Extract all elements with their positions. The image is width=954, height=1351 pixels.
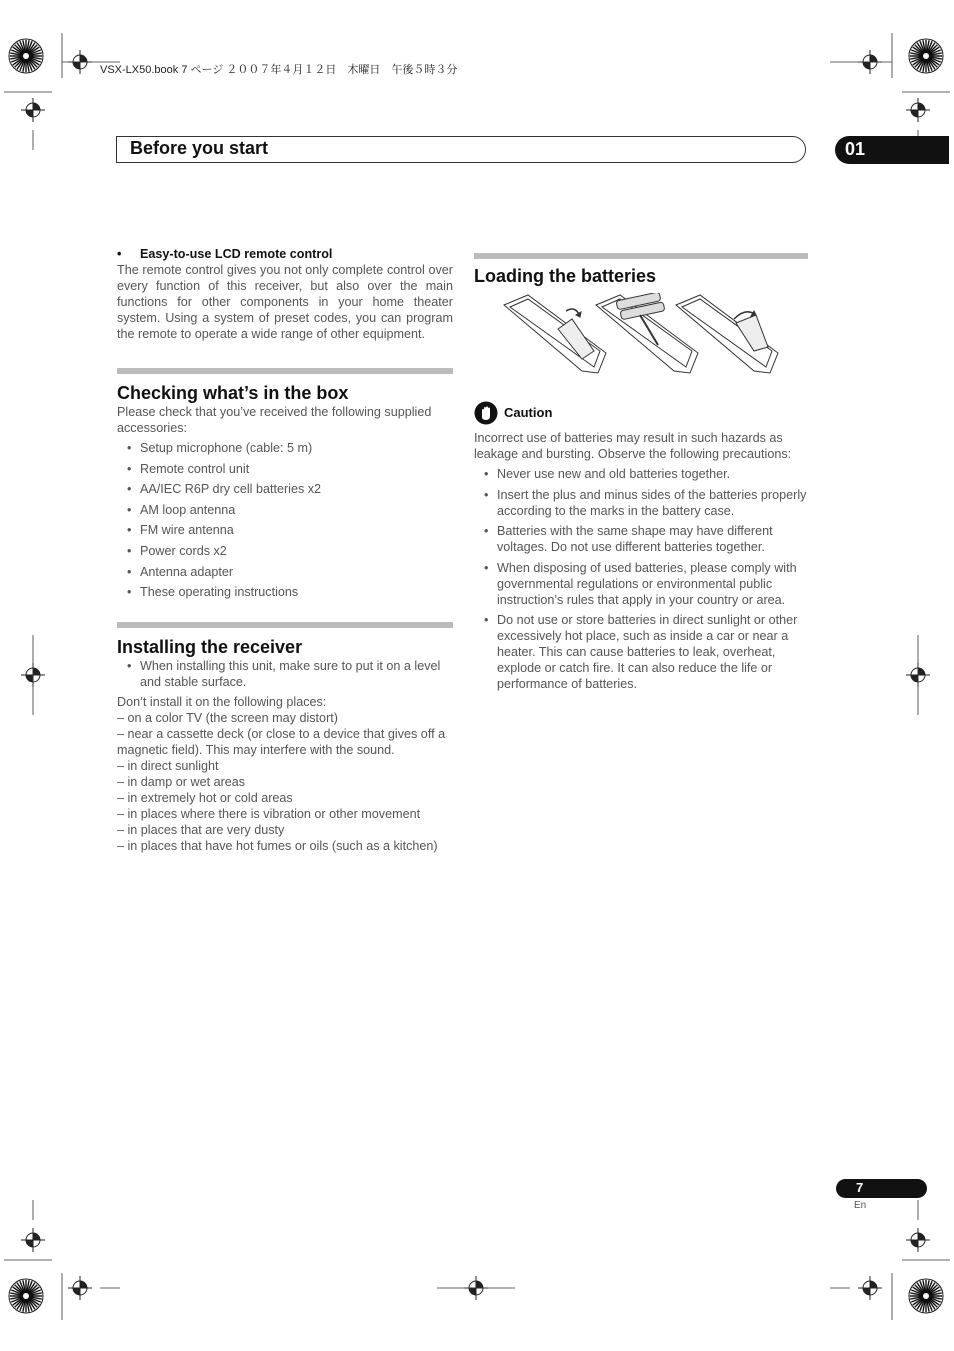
install-places-list (117, 710, 453, 854)
list-item: – in direct sunlight (117, 759, 219, 774)
page-number-tab (836, 1179, 927, 1198)
list-item: • Antenna adapter (117, 564, 453, 580)
list-item: • Remote control unit (117, 461, 453, 477)
list-item: • These operating instructions (117, 584, 453, 600)
right-column (474, 253, 808, 692)
list-item: – in places that are very dusty (117, 823, 285, 838)
list-item: – near a cassette deck (or close to a device that gives off a magnetic field). This may interfere with the sound. (117, 727, 446, 758)
print-header: VSX-LX50.book 7 ページ ２００７年４月１２日 木曜日 午後５時３分 (100, 64, 458, 76)
list-item: – in places that have hot fumes or oils (such as a kitchen) (117, 839, 438, 854)
lcd-remote-heading-text: Easy-to-use LCD remote control (140, 247, 333, 261)
list-item: • Insert the plus and minus sides of the batteries properly according to the marks in the battery case. (474, 487, 808, 519)
list-item: – on a color TV (the screen may distort) (117, 711, 338, 726)
list-item: • FM wire antenna (117, 522, 453, 538)
box-items-list (117, 440, 453, 600)
left-column (117, 246, 453, 854)
list-item: • Power cords x2 (117, 543, 453, 559)
caution-intro: Incorrect use of batteries may result in such hazards as leakage and bursting. Observe the following precautions: (474, 431, 792, 461)
section-rule (117, 622, 453, 628)
section-rule (474, 253, 808, 259)
caution-hand-icon (474, 401, 498, 425)
box-section-intro: Please check that you’ve received the following supplied accessories: (117, 405, 432, 435)
precautions-list (474, 466, 808, 692)
list-item: – in damp or wet areas (117, 775, 246, 790)
list-item: • Batteries with the same shape may have different voltages. Do not use different batteries together. (474, 523, 808, 555)
caution-row (474, 401, 808, 425)
list-item: • When installing this unit, make sure to put it on a level and stable surface. (117, 658, 453, 690)
lcd-remote-heading: • Easy-to-use LCD remote control (117, 247, 333, 261)
list-item: • Do not use or store batteries in direct sunlight or other excessively hot place, such as inside a car or near a heater. This can cause batteries to leak, overheat, explode or catch fire. It can also reduce the life or performance of batteries. (474, 612, 808, 692)
list-item: • Setup microphone (cable: 5 m) (117, 440, 453, 456)
list-item: – in places where there is vibration or other movement (117, 807, 421, 822)
section-rule (117, 368, 453, 374)
battery-loading-illustration (500, 293, 800, 393)
install-section-title: Installing the receiver (117, 637, 303, 658)
box-section-title: Checking what’s in the box (117, 383, 349, 403)
list-item: • Never use new and old batteries together. (474, 466, 808, 482)
remote-opening-figure (504, 295, 606, 373)
list-item: – in extremely hot or cold areas (117, 791, 293, 806)
list-item: • AM loop antenna (117, 502, 453, 518)
caution-label: Caution (504, 405, 553, 420)
chapter-title: Before you start (130, 138, 269, 158)
install-bullet-list (117, 658, 453, 690)
page-number: 7 (856, 1180, 864, 1195)
install-intro: Don’t install it on the following places: (117, 695, 327, 710)
list-item: • When disposing of used batteries, please comply with governmental regulations or environmental public instruction’s rules that apply in your country or area. (474, 560, 808, 608)
chapter-number: 01 (845, 139, 866, 159)
page-language: En (854, 1200, 867, 1211)
batteries-section-title: Loading the batteries (474, 266, 657, 286)
list-item: • AA/IEC R6P dry cell batteries x2 (117, 481, 453, 497)
lcd-remote-body: The remote control gives you not only complete control over every function of this receiver, but also over the main functions for other components in your home theater system. Using a system of preset codes, you can program the remote to operate a wide range of other equipment. (117, 263, 453, 341)
